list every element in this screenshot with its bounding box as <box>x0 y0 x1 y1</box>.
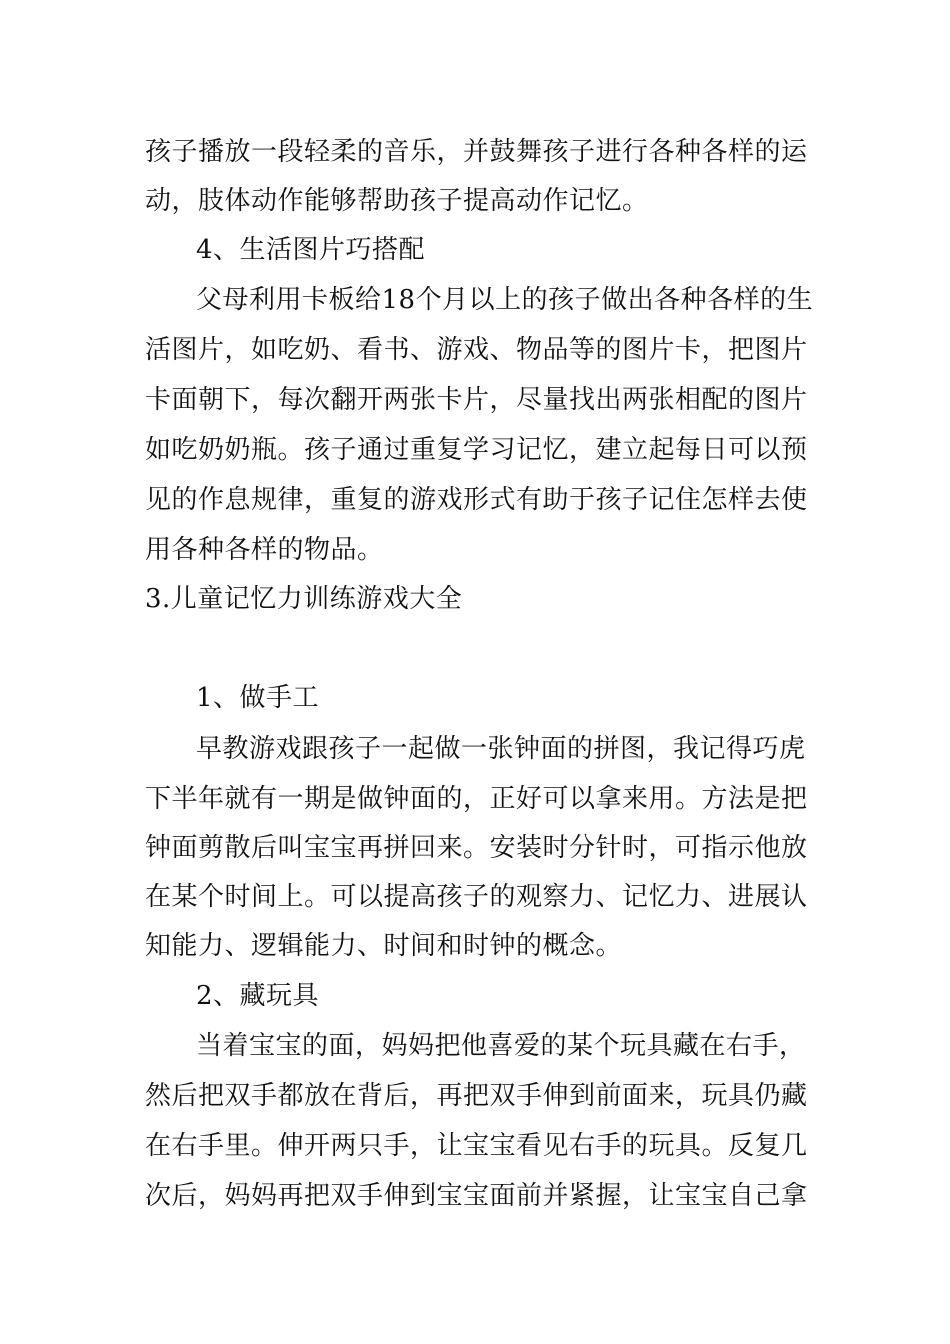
text-line: 见的作息规律，重复的游戏形式有助于孩子记住怎样去使 <box>145 485 808 515</box>
section-heading: 1、做手工 <box>196 683 320 713</box>
section-heading: 4、生活图片巧搭配 <box>196 235 426 265</box>
chapter-heading: 3.儿童记忆力训练游戏大全 <box>145 584 463 614</box>
text-line: 知能力、逻辑能力、时间和时钟的概念。 <box>145 931 623 961</box>
text-line: 活图片，如吃奶、看书、游戏、物品等的图片卡，把图片 <box>145 335 808 365</box>
text-line: 在某个时间上。可以提高孩子的观察力、记忆力、进展认 <box>145 882 808 912</box>
text-line: 然后把双手都放在背后，再把双手伸到前面来，玩具仍藏 <box>145 1081 808 1111</box>
text-line: 次后，妈妈再把双手伸到宝宝面前并紧握，让宝宝自己拿 <box>145 1181 808 1211</box>
text-line: 当着宝宝的面，妈妈把他喜爱的某个玩具藏在右手， <box>196 1031 806 1061</box>
text-line: 用各种各样的物品。 <box>145 535 384 565</box>
text-line: 卡面朝下，每次翻开两张卡片，尽量找出两张相配的图片 <box>145 385 808 415</box>
text-line: 如吃奶奶瓶。孩子通过重复学习记忆，建立起每日可以预 <box>145 435 808 465</box>
text-line: 早教游戏跟孩子一起做一张钟面的拼图，我记得巧虎 <box>196 734 806 764</box>
text-line: 在右手里。伸开两只手，让宝宝看见右手的玩具。反复几 <box>145 1131 808 1161</box>
text-line: 父母利用卡板给18个月以上的孩子做出各种各样的生 <box>196 285 814 315</box>
text-line: 动，肢体动作能够帮助孩子提高动作记忆。 <box>145 186 649 216</box>
text-line: 下半年就有一期是做钟面的，正好可以拿来用。方法是把 <box>145 784 808 814</box>
text-line: 钟面剪散后叫宝宝再拼回来。安装时分针时，可指示他放 <box>145 833 808 863</box>
section-heading: 2、藏玩具 <box>196 981 320 1011</box>
text-line: 孩子播放一段轻柔的音乐，并鼓舞孩子进行各种各样的运 <box>145 137 808 167</box>
